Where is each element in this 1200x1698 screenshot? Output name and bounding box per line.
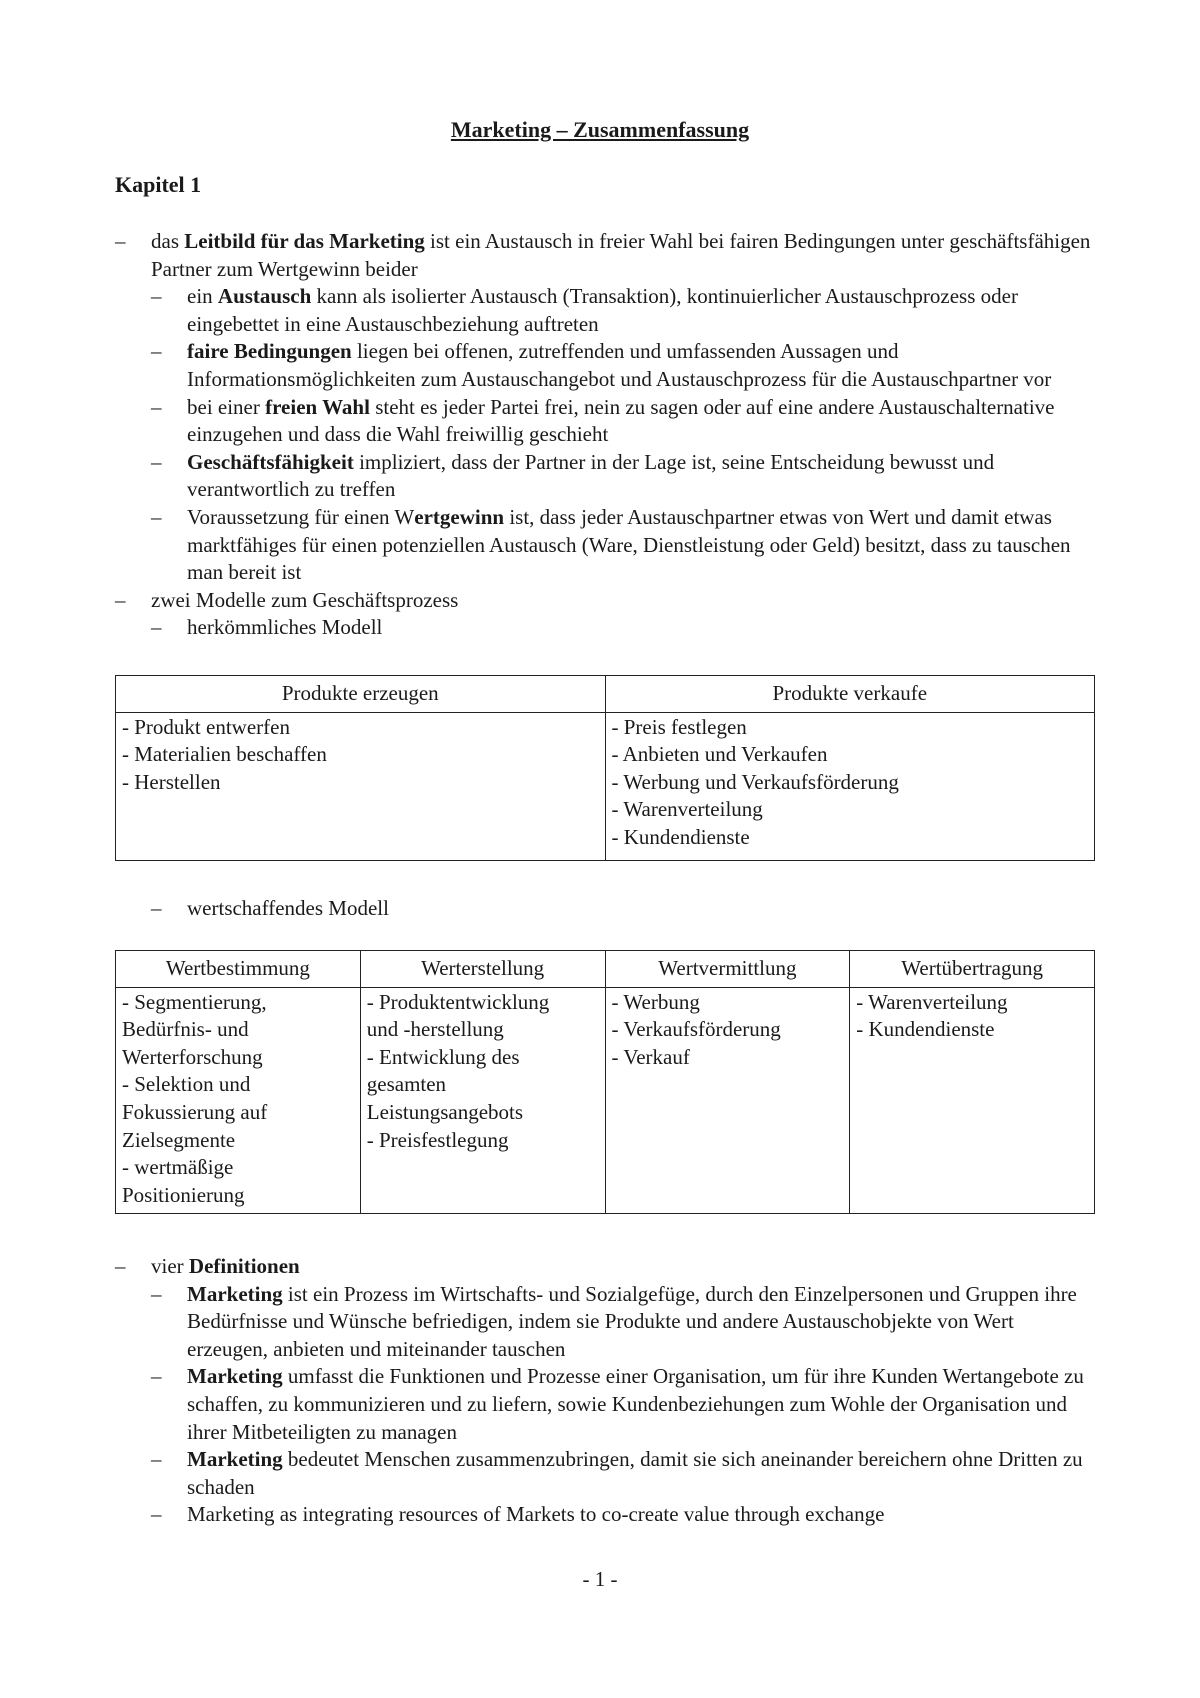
bullet-dash: – xyxy=(151,1502,162,1527)
sub-list-item: – Marketing umfasst die Funktionen und Prozesse einer Organisation, um für ihre Kunden Wertangebote zu schaffen, zu kommunizieren und zu liefern, sowie Kundenbeziehungen zum Wohle der Organisation und ihrer Mitbeteiligten zu managen xyxy=(115,1363,1100,1446)
bold-term: Marketing xyxy=(187,1447,283,1472)
sub-list-item: – Voraussetzung für einen Wertgewinn ist, dass jeder Austauschpartner etwas von Wert und damit etwas marktfähiges für einen potenziellen Austausch (Ware, Dienstleistung oder Geld) besitzt, dass zu tauschen man bereit ist xyxy=(115,504,1100,587)
table-header-row xyxy=(116,676,1095,713)
section-leitbild xyxy=(115,228,1100,642)
bullet-dash: – xyxy=(151,1281,162,1306)
list-item: – zwei Modelle zum Geschäftsprozess xyxy=(115,587,1100,615)
table-header-row xyxy=(116,951,1095,988)
bold-term: Marketing xyxy=(187,1364,283,1389)
table-header-cell: Wertübertragung xyxy=(850,951,1095,988)
table-row xyxy=(116,712,1095,860)
sub-list-item: – Marketing bedeutet Menschen zusammenzubringen, damit sie sich aneinander bereichern ohne Dritten zu schaden xyxy=(115,1446,1100,1501)
table-header-cell: Wertvermittlung xyxy=(605,951,850,988)
bullet-dash: – xyxy=(151,449,162,474)
table-wertschaffendes-modell xyxy=(115,950,1095,1214)
sub-list-item: – Marketing as integrating resources of Markets to co-create value through exchange xyxy=(115,1501,1100,1529)
section-wertschaffend xyxy=(115,895,1100,923)
bold-term: faire Bedingungen xyxy=(187,339,352,364)
table-header-cell: Wertbestimmung xyxy=(116,951,361,988)
bullet-dash: – xyxy=(151,339,162,364)
table-cell: - Preis festlegen - Anbieten und Verkaufen - Werbung und Verkaufsförderung - Warenverteilung - Kundendienste xyxy=(605,712,1095,860)
bullet-dash: – xyxy=(151,615,162,640)
bullet-dash: – xyxy=(151,284,162,309)
bullet-dash: – xyxy=(151,896,162,920)
table-cell: - Produkt entwerfen - Materialien beschaffen - Herstellen xyxy=(116,712,606,860)
sub-list-item: – Marketing ist ein Prozess im Wirtschafts- und Sozialgefüge, durch den Einzelpersonen und Gruppen ihre Bedürfnisse und Wünsche befriedigen, indem sie Produkte und andere Austauschobjekte von Wert erzeugen, anbieten und miteinander tauschen xyxy=(115,1281,1100,1364)
page-number: - 1 - xyxy=(582,1567,618,1591)
sub-list-item: – bei einer freien Wahl steht es jeder Partei frei, nein zu sagen oder auf eine andere Austauschalternative einzugehen und dass die Wahl freiwillig geschieht xyxy=(115,394,1100,449)
table-cell: - Werbung - Verkaufsförderung - Verkauf xyxy=(605,987,850,1214)
bold-term: Austausch xyxy=(217,284,312,309)
bold-term: Marketing xyxy=(187,1281,283,1306)
chapter-heading: Kapitel 1 xyxy=(115,172,202,197)
list-item: – vier Definitionen xyxy=(115,1253,1100,1281)
bullet-dash: – xyxy=(115,1254,126,1278)
list-item: – das Leitbild für das Marketing ist ein Austausch in freier Wahl bei fairen Bedingungen unter geschäftsfähigen Partner zum Wertgewinn beider xyxy=(115,228,1100,283)
table-row xyxy=(116,987,1095,1214)
bullet-dash: – xyxy=(151,1447,162,1472)
table-header-cell: Produkte verkaufe xyxy=(605,676,1095,713)
bullet-dash: – xyxy=(115,587,126,612)
table-cell: - Segmentierung, Bedürfnis- und Werterforschung - Selektion und Fokussierung auf Zielsegmente - wertmäßige Positionierung xyxy=(116,987,361,1214)
sub-list-item: – Geschäftsfähigkeit impliziert, dass der Partner in der Lage ist, seine Entscheidung bewusst und verantwortlich zu treffen xyxy=(115,449,1100,504)
bold-term: Definitionen xyxy=(188,1254,300,1278)
bold-term: Geschäftsfähigkeit xyxy=(187,449,354,474)
table-header-cell: Werterstellung xyxy=(360,951,605,988)
sub-list-item: – ein Austausch kann als isolierter Austausch (Transaktion), kontinuierlicher Austauschprozess oder eingebettet in eine Austauschbeziehung auftreten xyxy=(115,283,1100,338)
sub-list-item: – herkömmliches Modell xyxy=(115,614,1100,642)
bold-term: ertgewinn xyxy=(414,504,505,529)
sub-list-item: – wertschaffendes Modell xyxy=(115,895,1100,923)
bullet-dash: – xyxy=(151,1364,162,1389)
bullet-dash: – xyxy=(115,229,126,253)
bullet-dash: – xyxy=(151,394,162,419)
table-cell: - Produktentwicklung und -herstellung - Entwicklung des gesamten Leistungsangebots - Preisfestlegung xyxy=(360,987,605,1214)
table-header-cell: Produkte erzeugen xyxy=(116,676,606,713)
bullet-dash: – xyxy=(151,504,162,529)
table-herkoemmliches-modell xyxy=(115,675,1095,861)
section-definitionen xyxy=(115,1253,1100,1529)
sub-list-item: – faire Bedingungen liegen bei offenen, zutreffenden und umfassenden Aussagen und Informationsmöglichkeiten zum Austauschangebot und Austauschprozess für die Austauschpartner vor xyxy=(115,338,1100,393)
document-title: Marketing – Zusammenfassung xyxy=(450,117,750,142)
bold-term: Leitbild für das Marketing xyxy=(184,229,425,253)
table-cell: - Warenverteilung - Kundendienste xyxy=(850,987,1095,1214)
bold-term: freien Wahl xyxy=(265,394,370,419)
